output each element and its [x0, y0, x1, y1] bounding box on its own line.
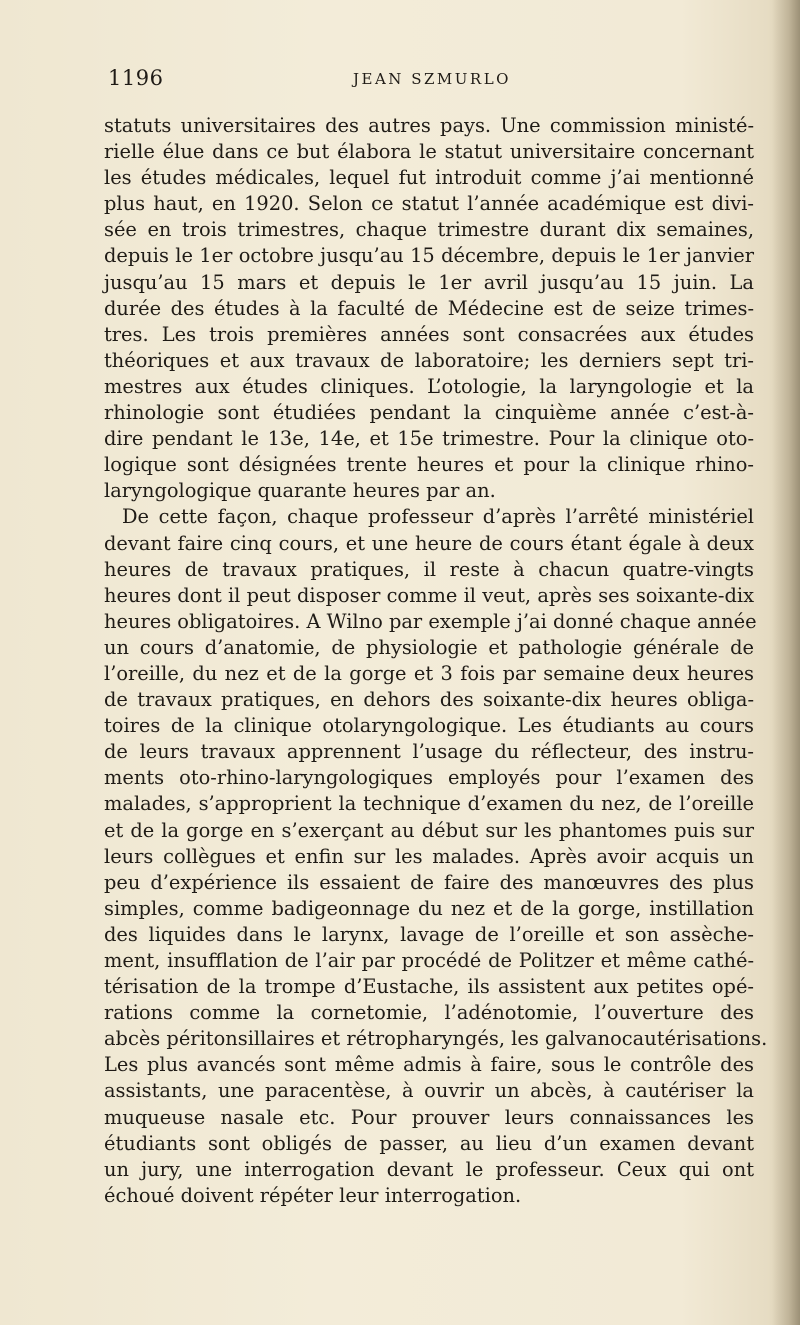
text-line: abcès péritonsillaires et rétropharyngés, les galvanocautérisations. [104, 1027, 768, 1051]
text-line: De cette façon, chaque professeur d’après l’arrêté ministériel [122, 505, 754, 529]
text-line: un cours d’anatomie, de physiologie et pathologie générale de [104, 635, 754, 659]
page-header [108, 66, 756, 96]
text-line: de travaux pratiques, en dehors des soixante-dix heures obliga- [104, 688, 754, 712]
text-line: durée des études à la faculté de Médecine est de seize trimes- [104, 296, 754, 320]
text-line: laryngologique quarante heures par an. [104, 479, 496, 503]
text-line: de leurs travaux apprennent l’usage du réflecteur, des instru- [104, 740, 754, 764]
text-line: heures de travaux pratiques, il reste à chacun quatre-vingts [104, 557, 754, 581]
body-text [104, 113, 768, 1209]
text-line: dire pendant le 13e, 14e, et 15e trimestre. Pour la clinique oto- [104, 427, 754, 451]
text-line: rations comme la cornetomie, l’adénotomie, l’ouverture des [104, 1001, 754, 1025]
text-line: ments oto-rhino-laryngologiques employés pour l’examen des [104, 766, 754, 790]
text-line: logique sont désignées trente heures et pour la clinique rhino- [104, 453, 754, 477]
text-line: devant faire cinq cours, et une heure de cours étant égale à deux [104, 531, 754, 555]
text-line: étudiants sont obligés de passer, au lieu d’un examen devant [104, 1131, 754, 1155]
text-line: tres. Les trois premières années sont consacrées aux études [104, 322, 754, 346]
page-edge-shadow [772, 0, 800, 1325]
text-line: plus haut, en 1920. Selon ce statut l’année académique est divi- [104, 192, 754, 216]
text-line: mestres aux études cliniques. L’otologie, la laryngologie et la [104, 374, 754, 398]
text-line: rielle élue dans ce but élabora le statut universitaire concernant [104, 140, 754, 164]
text-line: échoué doivent répéter leur interrogation. [104, 1183, 522, 1207]
text-line: Les plus avancés sont même admis à faire, sous le contrôle des [104, 1053, 754, 1077]
text-line: leurs collègues et enfin sur les malades. Après avoir acquis un [104, 844, 754, 868]
text-line: depuis le 1er octobre jusqu’au 15 décembre, depuis le 1er janvier [104, 244, 754, 268]
text-line: un jury, une interrogation devant le professeur. Ceux qui ont [104, 1157, 754, 1181]
text-line: des liquides dans le larynx, lavage de l’oreille et son assèche- [104, 922, 754, 946]
text-line: simples, comme badigeonnage du nez et de la gorge, instillation [104, 896, 754, 920]
text-line: heures obligatoires. A Wilno par exemple j’ai donné chaque année [104, 609, 757, 633]
page-number: 1196 [108, 66, 164, 90]
text-line: l’oreille, du nez et de la gorge et 3 fois par semaine deux heures [104, 661, 754, 685]
text-line: et de la gorge en s’exerçant au début sur les phantomes puis sur [104, 818, 754, 842]
text-line: jusqu’au 15 mars et depuis le 1er avril jusqu’au 15 juin. La [104, 270, 754, 294]
text-line: toires de la clinique otolaryngologique. Les étudiants au cours [104, 714, 754, 738]
text-line: rhinologie sont étudiées pendant la cinquième année c’est-à- [104, 401, 754, 425]
text-line: les études médicales, lequel fut introduit comme j’ai mentionné [104, 166, 754, 190]
text-line: sée en trois trimestres, chaque trimestre durant dix semaines, [104, 218, 754, 242]
text-line: ment, insufflation de l’air par procédé de Politzer et même cathé- [104, 949, 754, 972]
text-line: térisation de la trompe d’Eustache, ils assistent aux petites opé- [104, 975, 754, 999]
text-line: muqueuse nasale etc. Pour prouver leurs connaissances les [104, 1105, 754, 1129]
text-line: théoriques et aux travaux de laboratoire; les derniers sept tri- [104, 348, 754, 372]
text-line: peu d’expérience ils essaient de faire des manœuvres des plus [104, 870, 754, 894]
text-line: assistants, une paracentèse, à ouvrir un abcès, à cautériser la [104, 1079, 754, 1103]
text-line: statuts universitaires des autres pays. Une commission ministé- [104, 114, 754, 137]
text-line: heures dont il peut disposer comme il veut, après ses soixante-dix [104, 583, 754, 607]
text-line: malades, s’approprient la technique d’examen du nez, de l’oreille [104, 792, 754, 816]
running-head: JEAN SZMURLO [353, 70, 511, 88]
